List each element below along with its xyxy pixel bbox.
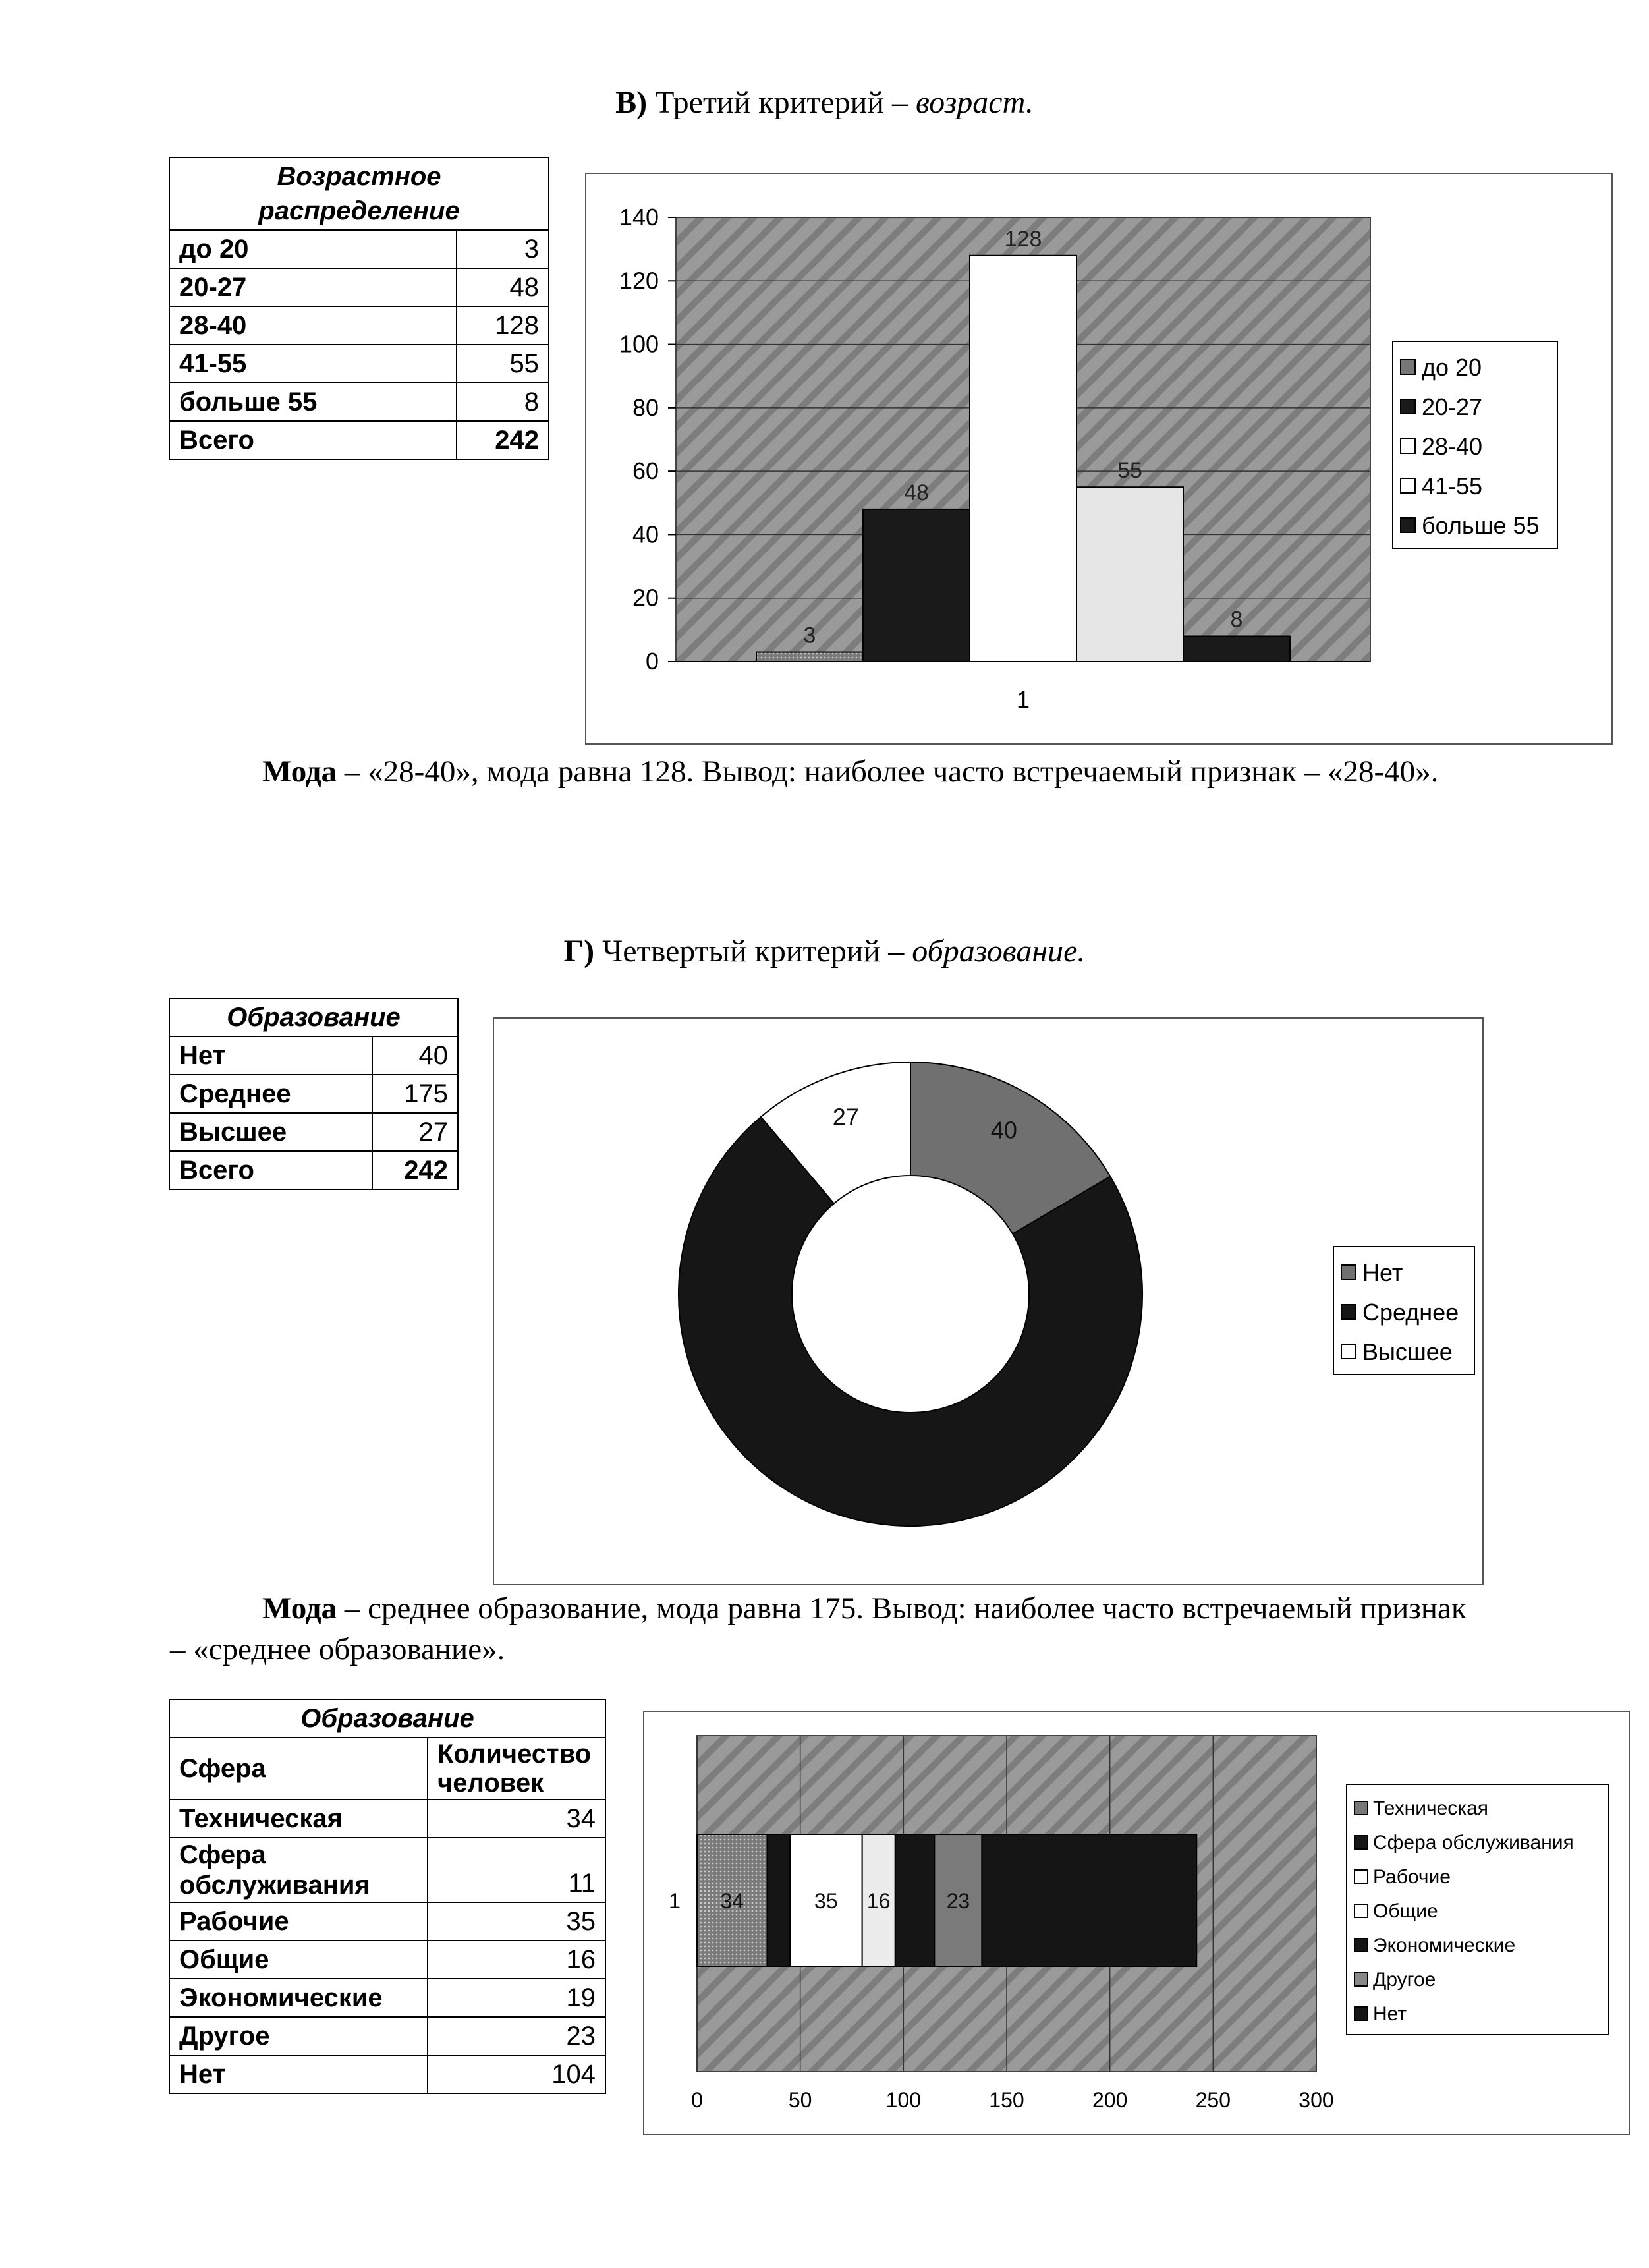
data-label: 27	[832, 1103, 859, 1131]
data-label: 3	[803, 623, 816, 648]
x-tick-label: 0	[691, 2088, 703, 2112]
legend-label: Другое	[1373, 1969, 1436, 1991]
bar-segment-Экономические	[895, 1834, 935, 1966]
sphere-col-header: Сфера	[169, 1738, 428, 1800]
table-row: 28-40 128	[169, 306, 549, 345]
table-total-row: Всего 242	[169, 1151, 458, 1189]
bar-28-40	[970, 256, 1076, 662]
bar-до 20	[756, 652, 863, 662]
legend-swatch	[1355, 1904, 1368, 1917]
legend-label: Общие	[1373, 1900, 1438, 1922]
legend-swatch	[1341, 1305, 1356, 1319]
data-label: 40	[990, 1116, 1017, 1144]
section-g-label: Г)	[563, 934, 595, 969]
x-tick-label: 100	[885, 2088, 922, 2112]
table-row: до 20 3	[169, 230, 549, 268]
legend-swatch	[1355, 2007, 1368, 2020]
bar-segment-Сфера обслуживания	[768, 1834, 790, 1966]
table-row: Другое 23	[169, 2017, 605, 2055]
age-conclusion: Мода – «28-40», мода равна 128. Вывод: наиболее часто встречаемый признак – «28-40».	[262, 754, 1439, 789]
legend-label: Рабочие	[1373, 1866, 1451, 1888]
education-table	[169, 998, 459, 1190]
table-row: Рабочие 35	[169, 1902, 605, 1941]
x-tick-label: 200	[1092, 2088, 1128, 2112]
age-table-header: Возрастное распределение	[169, 157, 549, 230]
sphere-table	[169, 1699, 606, 2094]
data-label: 55	[1117, 458, 1142, 484]
legend-swatch	[1355, 1939, 1368, 1952]
section-g-title: Четвертый критерий –	[602, 934, 905, 969]
x-tick-label: 300	[1299, 2088, 1334, 2112]
sphere-chart-frame	[643, 1711, 1630, 2135]
bar-segment-Нет	[982, 1834, 1196, 1966]
y-tick-label: 0	[645, 648, 659, 675]
table-row: Техническая 34	[169, 1800, 605, 1838]
data-label: 128	[1004, 226, 1042, 252]
legend-label: до 20	[1422, 354, 1482, 381]
table-row: Общие 16	[169, 1941, 605, 1979]
legend-swatch	[1341, 1344, 1356, 1359]
age-table	[169, 157, 549, 460]
age-bar-chart	[586, 174, 1611, 743]
data-label: 35	[814, 1889, 838, 1913]
y-tick-label: 80	[632, 393, 659, 421]
legend-swatch	[1355, 1801, 1368, 1815]
legend-swatch	[1401, 360, 1415, 374]
education-table-header: Образование	[169, 998, 458, 1036]
data-label: 23	[946, 1889, 970, 1913]
section-v-heading	[0, 84, 1649, 121]
y-tick-label: 60	[632, 457, 659, 485]
section-g-heading	[0, 933, 1649, 969]
legend-label: 20-27	[1422, 393, 1483, 420]
education-chart-frame	[493, 1017, 1484, 1585]
table-row: Экономические 19	[169, 1979, 605, 2017]
legend-swatch	[1355, 1870, 1368, 1883]
y-tick-label: 20	[632, 584, 659, 611]
legend-label: Нет	[1362, 1259, 1403, 1286]
table-row: Нет 104	[169, 2055, 605, 2093]
legend-label: 41-55	[1422, 472, 1483, 499]
legend-swatch	[1341, 1265, 1356, 1280]
data-label: 8	[1230, 607, 1243, 633]
y-tick-label: 120	[619, 267, 659, 295]
table-row: Среднее 175	[169, 1075, 458, 1113]
table-total-row: Всего 242	[169, 421, 549, 459]
bar-20-27	[863, 509, 970, 662]
age-chart-frame	[585, 173, 1613, 745]
legend-label: Сфера обслуживания	[1373, 1832, 1574, 1854]
sphere-table-header: Образование	[169, 1699, 605, 1738]
table-row: Высшее 27	[169, 1113, 458, 1151]
x-tick-label: 50	[788, 2088, 812, 2112]
legend-label: Среднее	[1362, 1299, 1459, 1326]
legend-swatch	[1355, 1973, 1368, 1986]
education-conclusion: Мода – среднее образование, мода равна 175. Вывод: наиболее часто встречаемый признак – «среднее образование».	[170, 1591, 1467, 1666]
legend-label: Высшее	[1362, 1338, 1453, 1365]
y-tick-label: 1	[669, 1889, 681, 1913]
legend-label: Экономические	[1373, 1935, 1516, 1956]
table-row: больше 55 8	[169, 383, 549, 421]
legend-swatch	[1401, 518, 1415, 532]
data-label: 48	[904, 480, 929, 505]
y-tick-label: 100	[619, 330, 659, 358]
section-g-title-em: образование.	[912, 934, 1086, 969]
legend-label: 28-40	[1422, 433, 1483, 460]
table-row: 41-55 55	[169, 345, 549, 383]
bar-больше 55	[1183, 636, 1290, 662]
sphere-stacked-bar-chart	[644, 1712, 1629, 2134]
education-doughnut-chart	[494, 1019, 1482, 1584]
x-tick-label: 150	[989, 2088, 1024, 2112]
section-v-title-em: возраст.	[915, 85, 1034, 120]
section-v-title: Третий критерий –	[655, 85, 908, 120]
table-row: 20-27 48	[169, 268, 549, 306]
count-col-header: Количество человек	[428, 1738, 605, 1800]
table-row: Нет 40	[169, 1036, 458, 1075]
legend-swatch	[1355, 1836, 1368, 1849]
section-v-label: В)	[615, 85, 648, 120]
data-label: 34	[720, 1889, 744, 1913]
x-tick-label: 1	[1016, 686, 1030, 713]
legend-swatch	[1401, 439, 1415, 453]
data-label: 16	[866, 1889, 891, 1913]
legend-label: больше 55	[1422, 512, 1540, 539]
x-tick-label: 250	[1195, 2088, 1231, 2112]
y-tick-label: 40	[632, 521, 659, 548]
legend-swatch	[1401, 399, 1415, 414]
legend-label: Техническая	[1373, 1798, 1489, 1819]
legend-label: Нет	[1373, 2003, 1407, 2025]
table-row: Сфера обслуживания 11	[169, 1838, 605, 1902]
bar-41-55	[1076, 487, 1183, 662]
legend-swatch	[1401, 478, 1415, 493]
y-tick-label: 140	[619, 204, 659, 231]
